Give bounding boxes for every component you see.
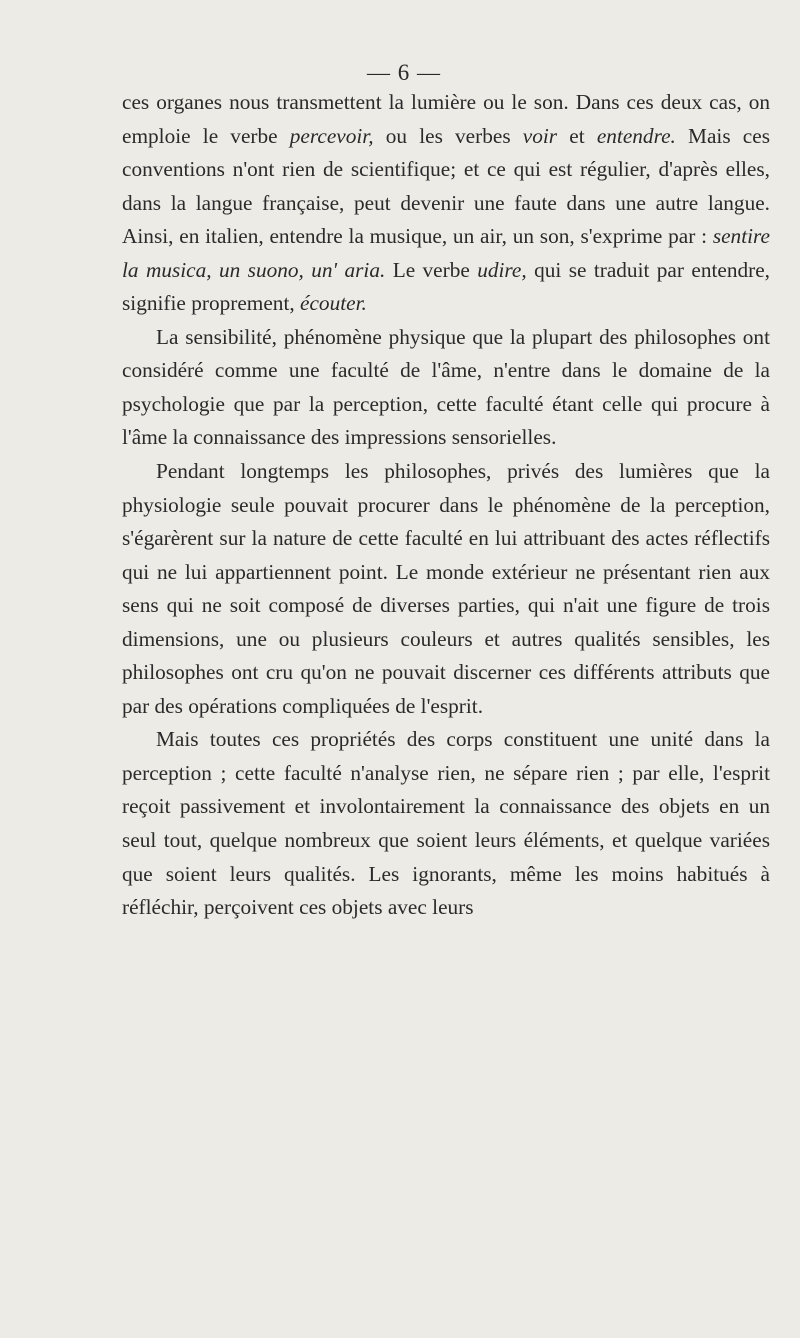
- text-run: La sensibilité, phénomène physique que la plupart des philosophes ont considéré comme une faculté de l'âme, n'entre dans le domaine de la psychologie que par la perception, cette faculté étant celle qui procure à l'âme la connaissance des impressions sensorielles.: [122, 324, 770, 450]
- text-run: qui se traduit par entendre, signifie proprement,: [122, 257, 770, 316]
- text-run: Mais toutes ces propriétés des corps constituent une unité dans la perception ; cette faculté n'analyse rien, ne sépare rien ; par elle, l'esprit reçoit passivement et involontairement la connaissance des objets en un seul tout, quelque nombreux que soient leurs éléments, et quelque variées que soient leurs qualités. Les ignorants, même les moins habitués à réfléchir, perçoivent ces objets avec leurs: [122, 727, 770, 920]
- page-number: — 6 —: [367, 60, 441, 85]
- text-run: Pendant longtemps les philosophes, privés des lumières que la physiologie seule pouvait procurer dans le phénomène de la perception, s'égarèrent sur la nature de cette faculté en lui attribuant des actes réflectifs qui ne lui appartiennent point. Le monde extérieur ne présentant rien aux sens qui ne soit composé de diverses parties, qui n'ait une figure de trois dimensions, une ou plusieurs couleurs et autres qualités sensibles, les philosophes ont cru qu'on ne pouvait discerner ces différents attributs que par des opérations compliquées de l'esprit.: [122, 459, 770, 718]
- text-run: Le verbe: [385, 257, 478, 282]
- paragraph-4: [122, 723, 770, 924]
- italic-term: percevoir,: [289, 123, 374, 148]
- italic-term: udire,: [477, 257, 527, 282]
- paragraph-3: [122, 455, 770, 723]
- body-text: [122, 86, 770, 925]
- text-run: ces organes nous transmettent la lumière ou le son. Dans ces deux cas, on emploie le verbe: [122, 90, 770, 148]
- italic-term: entendre.: [596, 123, 676, 148]
- italic-term: voir: [522, 123, 558, 148]
- paragraph-1: [122, 86, 770, 321]
- text-run: ou les verbes: [373, 123, 523, 148]
- text-run: Mais ces conventions n'ont rien de scientifique; et ce qui est régulier, d'après elles, dans la langue française, peut devenir une faute dans une autre langue. Ainsi, en italien, entendre la musique, un air, un son, s'exprime par :: [122, 123, 770, 249]
- paragraph-2: [122, 321, 770, 455]
- italic-term: écouter.: [300, 291, 367, 316]
- italic-term: sentire la musica, un suono, un' aria.: [122, 224, 770, 282]
- text-run: et: [557, 123, 597, 148]
